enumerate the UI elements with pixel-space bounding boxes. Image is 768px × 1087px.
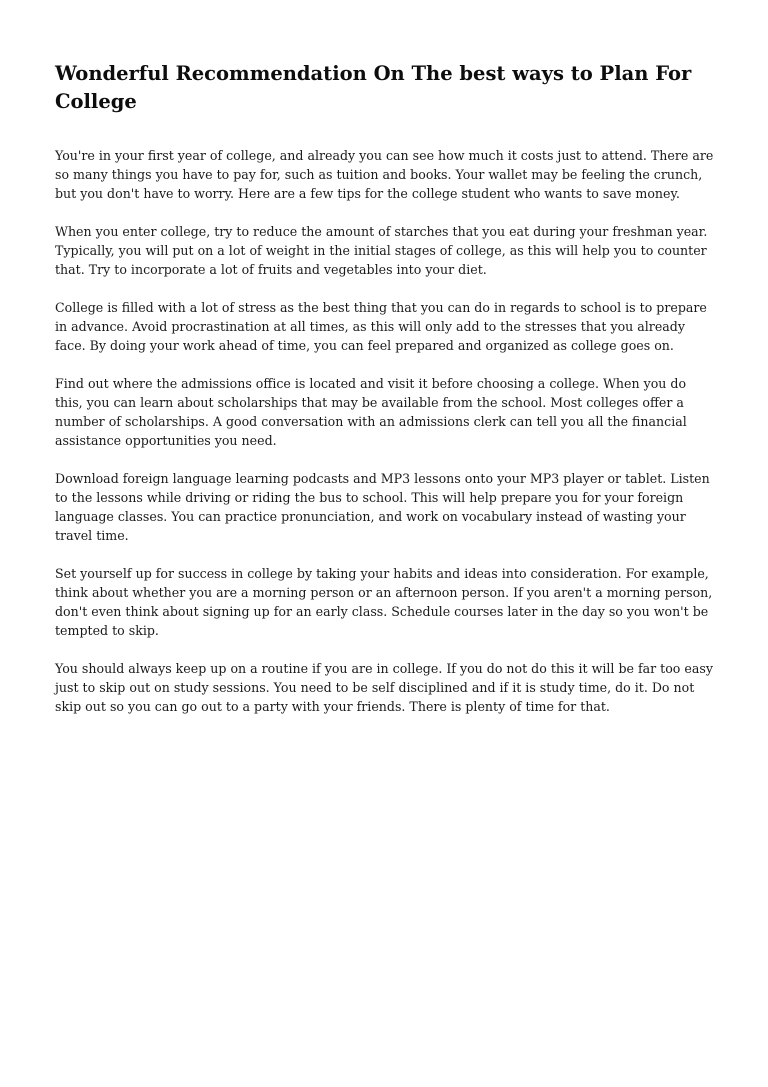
paragraph-5: Download foreign language learning podcasts and MP3 lessons onto your MP3 player or tablet. Listen to the lessons while driving or riding the bus to school. This will help prepare you for your foreign language classes. You can practice pronunciation, and work on vocabulary instead of wasting your travel time.	[55, 471, 710, 543]
paragraph-3: College is filled with a lot of stress as the best thing that you can do in regards to school is to prepare in advance. Avoid procrastination at all times, as this will only add to the stresses that you already face. By doing your work ahead of time, you can feel prepared and organized as college goes on.	[55, 300, 707, 353]
paragraph-4: Find out where the admissions office is located and visit it before choosing a college. When you do this, you can learn about scholarships that may be available from the school. Most colleges offer a number of scholarships. A good conversation with an admissions clerk can tell you all the financial assistance opportunities you need.	[55, 376, 687, 448]
paragraph-2: When you enter college, try to reduce the amount of starches that you eat during your freshman year. Typically, you will put on a lot of weight in the initial stages of college, as this will help you to counter that. Try to incorporate a lot of fruits and vegetables into your diet.	[55, 224, 708, 277]
paragraph-6: Set yourself up for success in college by taking your habits and ideas into consideration. For example, think about whether you are a morning person or an afternoon person. If you aren't a morning person, don't even think about signing up for an early class. Schedule courses later in the day so you won't be tempted to skip.	[55, 566, 713, 638]
paragraph-1: You're in your first year of college, and already you can see how much it costs just to attend. There are so many things you have to pay for, such as tuition and books. Your wallet may be feeling the crunch, but you don't have to worry. Here are a few tips for the college student who wants to save money.	[55, 148, 714, 201]
paragraph-7: You should always keep up on a routine if you are in college. If you do not do this it will be far too easy just to skip out on study sessions. You need to be self disciplined and if it is study time, do it. Do not skip out so you can go out to a party with your friends. There is plenty of time for that.	[55, 661, 713, 714]
document-page	[55, 60, 715, 735]
document-title: Wonderful Recommendation On The best ways to Plan For College	[55, 62, 692, 113]
